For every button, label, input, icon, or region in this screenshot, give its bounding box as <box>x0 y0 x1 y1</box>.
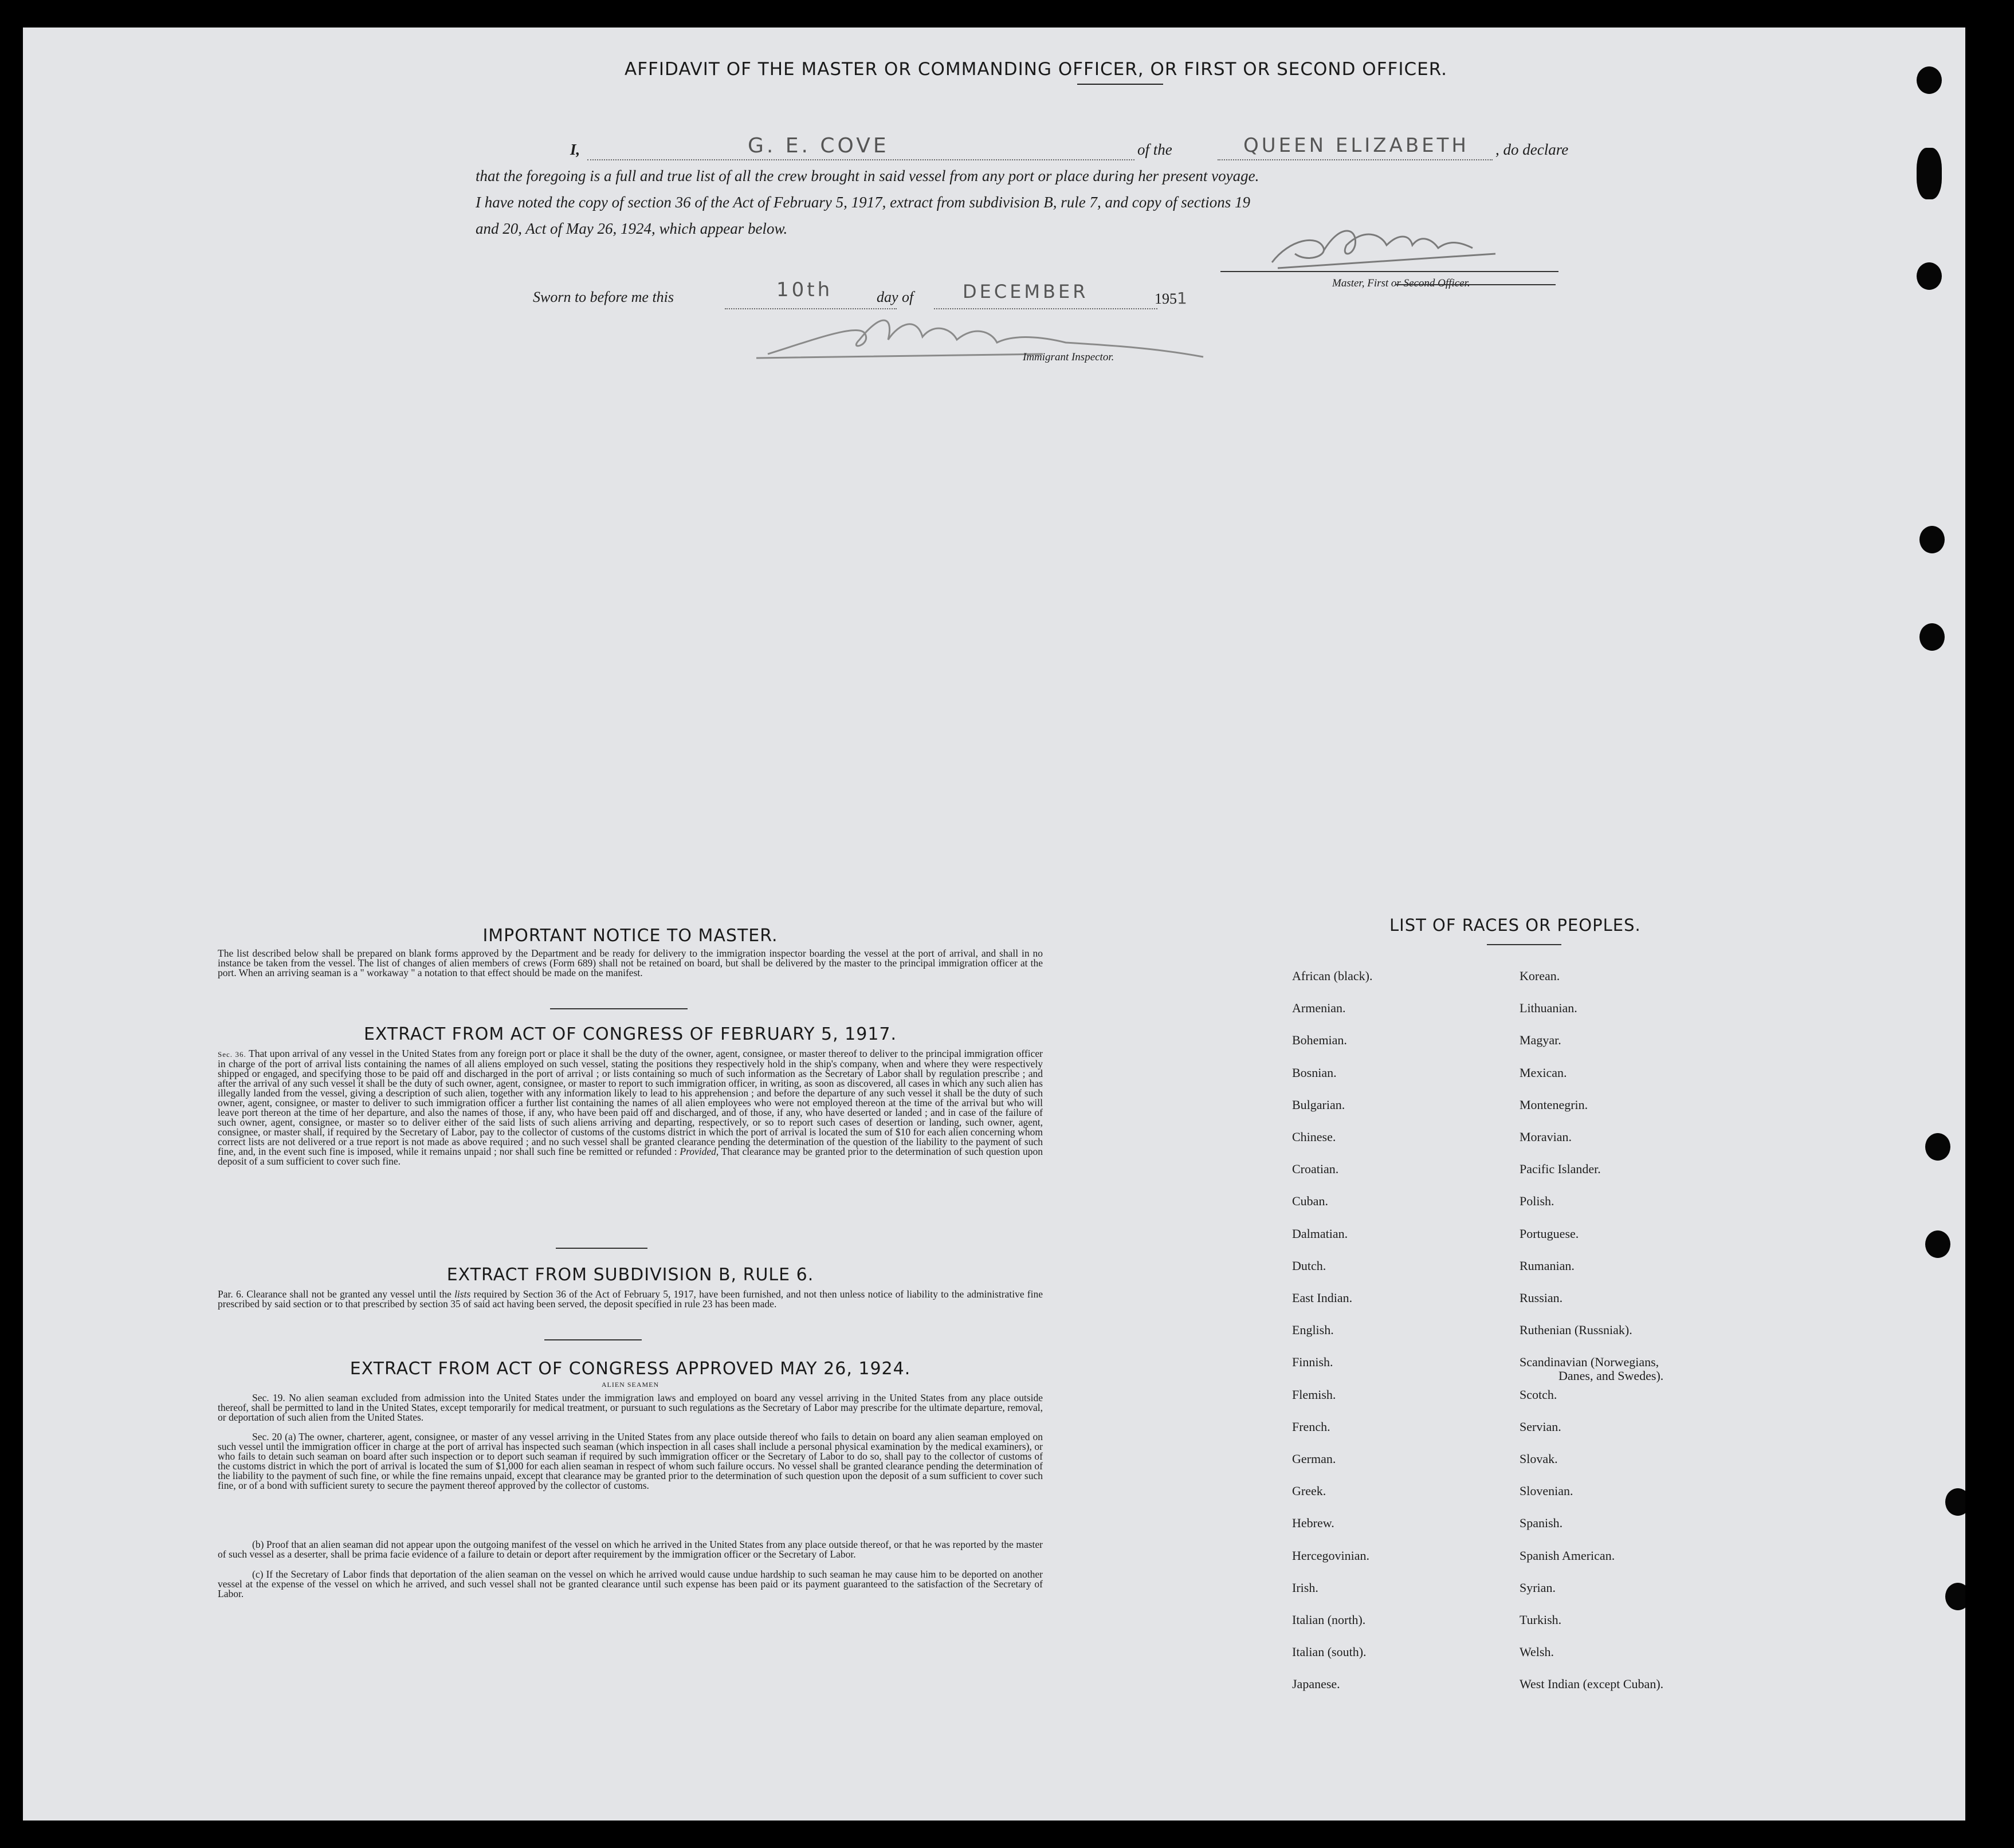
punch-hole <box>1919 526 1945 553</box>
race-item: Japanese. <box>1292 1677 1340 1692</box>
par6-text-a: Clearance shall not be granted any vessel until the <box>246 1288 452 1300</box>
race-item: Slovak. <box>1520 1452 1558 1466</box>
race-item: African (black). <box>1292 969 1373 983</box>
race-item: English. <box>1292 1323 1334 1338</box>
race-item: Spanish. <box>1520 1516 1563 1531</box>
of-the-label: of the <box>1137 141 1172 158</box>
punch-hole <box>1945 1583 1965 1610</box>
punch-hole <box>1917 262 1942 290</box>
race-item: Chinese. <box>1292 1130 1336 1144</box>
sworn-day: 10th <box>776 278 833 301</box>
race-item: Lithuanian. <box>1520 1001 1577 1016</box>
subdivision-b-body <box>218 1289 1043 1309</box>
race-item: Magyar. <box>1520 1033 1561 1048</box>
race-item: Irish. <box>1292 1580 1318 1595</box>
race-item: Servian. <box>1520 1419 1561 1434</box>
race-item: Scotch. <box>1520 1387 1557 1402</box>
race-item: Greek. <box>1292 1484 1326 1499</box>
race-item: German. <box>1292 1452 1336 1466</box>
race-item: Bulgarian. <box>1292 1097 1345 1112</box>
proviso-text: That clearance may be granted prior to the determination of such question upon deposit of a sum sufficient to cover such fine. <box>218 1146 1043 1167</box>
race-item: Croatian. <box>1292 1162 1339 1177</box>
race-item: Italian (north). <box>1292 1613 1366 1627</box>
par6-lists: lists <box>454 1288 471 1300</box>
declaration-line-3: I have noted the copy of section 36 of the Act of February 5, 1917, extract from subdivision B, rule 7, and copy of sections 19 <box>476 194 1250 211</box>
punch-hole <box>1919 623 1945 651</box>
race-item: East Indian. <box>1292 1291 1353 1305</box>
race-item: Russian. <box>1520 1291 1563 1305</box>
vessel-line <box>1218 159 1493 160</box>
divider-1 <box>550 1008 688 1009</box>
races-title-underline <box>1487 944 1561 945</box>
race-item: Bohemian. <box>1292 1033 1347 1048</box>
race-item: Welsh. <box>1520 1645 1554 1660</box>
paper-sheet <box>23 27 1965 1821</box>
inspector-signature <box>745 300 1215 368</box>
race-item: Bosnian. <box>1292 1065 1337 1080</box>
races-title: LIST OF RACES OR PEOPLES. <box>1389 915 1641 935</box>
affidavit-title: AFFIDAVIT OF THE MASTER OR COMMANDING OFFICER, OR FIRST OR SECOND OFFICER. <box>625 59 1448 80</box>
par6-label: Par. 6. <box>218 1288 244 1300</box>
race-item: Moravian. <box>1520 1130 1572 1144</box>
i-label: I, <box>570 141 580 158</box>
race-item: Armenian. <box>1292 1001 1346 1016</box>
race-item: Pacific Islander. <box>1520 1162 1601 1177</box>
declaration-line-2: that the foregoing is a full and true list of all the crew brought in said vessel from any port or place during her present voyage. <box>476 167 1259 184</box>
divider-3 <box>544 1339 642 1340</box>
proviso-label: Provided, <box>680 1146 719 1157</box>
punch-hole <box>1917 148 1942 199</box>
extract-1917-body <box>218 1049 1043 1166</box>
race-item: Polish. <box>1520 1194 1554 1209</box>
race-item: Spanish American. <box>1520 1548 1615 1563</box>
extract-1924-title: EXTRACT FROM ACT OF CONGRESS APPROVED MAY 26, 1924. <box>350 1359 911 1379</box>
year-suffix: 1 <box>1177 289 1187 308</box>
sec36-label: Sec. 36. <box>218 1050 246 1059</box>
subdivision-b-title: EXTRACT FROM SUBDIVISION B, RULE 6. <box>446 1265 814 1285</box>
master-name: G. E. COVE <box>748 134 889 158</box>
par6-text-b: required by Section 36 of the Act of February 5, 1917, have been furnished, and not then unless notice of liability to the administrative fine prescribed by said section or to that prescribed by section 35 of said act having been served, the deposit specified in rule 23 has been made. <box>218 1288 1043 1310</box>
sworn-month: DECEMBER <box>963 281 1089 302</box>
year-prefix: 195 <box>1155 290 1177 307</box>
race-item: Scandinavian (Norwegians, <box>1520 1355 1659 1370</box>
race-item: Finnish. <box>1292 1355 1333 1370</box>
strike-through <box>1395 284 1556 285</box>
race-item: Ruthenian (Russniak). <box>1520 1323 1632 1338</box>
race-item: Syrian. <box>1520 1580 1556 1595</box>
sec20b-body: (b) Proof that an alien seaman did not appear upon the outgoing manifest of the vessel on which he arrived in the United States from any place outside thereof, or that he was reported by the master of such vessel as a deserter, shall be prima facie evidence of a failure to detain or deport after requirement by the immigration officer or the Secretary of Labor. <box>218 1539 1043 1560</box>
race-item: Rumanian. <box>1520 1258 1575 1273</box>
race-item: Turkish. <box>1520 1613 1562 1627</box>
master-signature <box>1255 199 1518 280</box>
alien-seamen-subtitle: ALIEN SEAMEN <box>601 1381 659 1389</box>
sworn-label: Sworn to before me this <box>533 289 674 305</box>
race-item: Slovenian. <box>1520 1484 1573 1499</box>
sec20a-body: Sec. 20 (a) The owner, charterer, agent, consignee, or master of any vessel arriving in the United States from any place outside thereof who fails to detain on board any alien seaman employed on such vessel until the immigration officer in charge at the port of arrival has inspected such seaman (which inspection in all cases shall include a personal physical examination by the medical examiners), or who fails to detain such seaman on board after such inspection or to deport such seaman if required by such immigration officer or the Secretary of Labor to do so, shall pay to the collector of customs of the customs district in which the port of arrival is located the sum of $1,000 for each alien seaman in respect of whom such failure occurs. No vessel shall be granted clearance pending the determination of the liability to the payment of such fine, or while the fine remains unpaid, except that clearance may be granted prior to the determination of such question upon the deposit of a sum sufficient to cover such fine, or of a bond with sufficient surety to secure the payment thereof approved by the collector of customs. <box>218 1431 1043 1491</box>
race-item: Mexican. <box>1520 1065 1567 1080</box>
master-signature-line <box>1220 271 1558 272</box>
name-line <box>587 159 1134 160</box>
race-item: Cuban. <box>1292 1194 1328 1209</box>
race-item: Danes, and Swedes). <box>1558 1369 1664 1383</box>
race-item: French. <box>1292 1419 1330 1434</box>
master-title-text: Master, First or Second Officer. <box>1332 277 1470 289</box>
race-item: Dalmatian. <box>1292 1226 1348 1241</box>
race-item: Flemish. <box>1292 1387 1336 1402</box>
vessel-name: QUEEN ELIZABETH <box>1243 134 1469 157</box>
punch-hole <box>1945 1488 1965 1516</box>
notice-body: The list described below shall be prepared on blank forms approved by the Department and be ready for delivery to the immigration inspector boarding the vessel at the port of arrival, and shall in no instance be taken from the vessel. The list of changes of alien members of crews (Form 689) shall not be retained on board, but shall be delivered by the master to the principal immigration officer at the port. When an arriving seaman is a " workaway " a notation to that effect should be made on the manifest. <box>218 947 1043 978</box>
race-item: Dutch. <box>1292 1258 1326 1273</box>
master-title <box>1332 277 1470 290</box>
race-item: Portuguese. <box>1520 1226 1579 1241</box>
declaration-line-4: and 20, Act of May 26, 1924, which appear below. <box>476 220 788 237</box>
divider-2 <box>556 1248 647 1249</box>
punch-hole <box>1925 1230 1950 1258</box>
inspector-title: Immigrant Inspector. <box>1023 351 1114 363</box>
title-underline <box>1077 84 1163 85</box>
declare-label: , do declare <box>1495 141 1569 158</box>
race-item: West Indian (except Cuban). <box>1520 1677 1664 1692</box>
race-item: Hercegovinian. <box>1292 1548 1369 1563</box>
sec36-text: That upon arrival of any vessel in the United States from any foreign port or place it shall be the duty of the owner, agent, consignee, or master thereof to deliver to the principal immigration officer in charge of the port of arrival lists containing the names of all aliens employed on such vessel, stating the positions they respectively hold in the ship's company, when and where they were respectively shipped or engaged, and specifying those to be paid off and discharged in the port of arrival ; or lists containing so much of such information as the Secretary of Labor shall by regulation prescribe ; and after the arrival of any such vessel it shall be the duty of such owner, agent, consignee, or master to report to such immigration officer, in writing, as soon as discovered, all cases in which any such alien has illegally landed from the vessel, giving a description of such alien, together with any information likely to lead to his apprehension ; and before the departure of any such vessel it shall be the duty of such owner, agent, consignee, or master to deliver to such immigration officer a further list containing the names of all alien employees who were not employed thereon at the time of the arrival but who will leave port thereon at the time of her departure, and also the names of those, if any, who have been paid off and discharged, and of those, if any, who have deserted or landed ; and in case of the failure of such owner, agent, consignee, or master so to deliver either of the said lists of such aliens arriving and departing, respectively, or so to report such cases of desertion or landing, such owner, agent, consignee, or master shall, if required by the Secretary of Labor, pay to the collector of customs of the customs district in which the port of arrival is located the sum of $10 for each alien concerning whom correct lists are not delivered or a true report is not made as above required ; and no such vessel shall be granted clearance pending the determination of the question of the liability to the payment of such fine, and, in the event such fine is imposed, while it remains unpaid ; nor shall such fine be remitted or refunded : <box>218 1048 1043 1157</box>
sec19-body: Sec. 19. No alien seaman excluded from admission into the United States under the immigration laws and employed on board any vessel arriving in the United States from any place outside thereof, shall be permitted to land in the United States, except temporarily for medical treatment, or pursuant to such regulations as the Secretary of Labor may prescribe for the ultimate departure, removal, or deportation of such alien from the United States. <box>218 1392 1043 1423</box>
race-item: Hebrew. <box>1292 1516 1334 1531</box>
notice-title: IMPORTANT NOTICE TO MASTER. <box>482 926 778 946</box>
day-of-label: day of <box>877 289 914 305</box>
extract-1917-title: EXTRACT FROM ACT OF CONGRESS OF FEBRUARY 5, 1917. <box>363 1024 897 1044</box>
race-item: Montenegrin. <box>1520 1097 1588 1112</box>
sec20c-body: (c) If the Secretary of Labor finds that deportation of the alien seaman on the vessel on which he arrived would cause undue hardship to such seaman he may cause him to be deported on another vessel at the expense of the vessel on which he arrived, and such vessel shall not be granted clearance until such expense has been paid or its payment guaranteed to the satisfaction of the Secretary of Labor. <box>218 1568 1043 1599</box>
race-item: Italian (south). <box>1292 1645 1367 1660</box>
punch-hole <box>1925 1133 1950 1161</box>
punch-hole <box>1917 66 1942 94</box>
race-item: Korean. <box>1520 969 1560 983</box>
